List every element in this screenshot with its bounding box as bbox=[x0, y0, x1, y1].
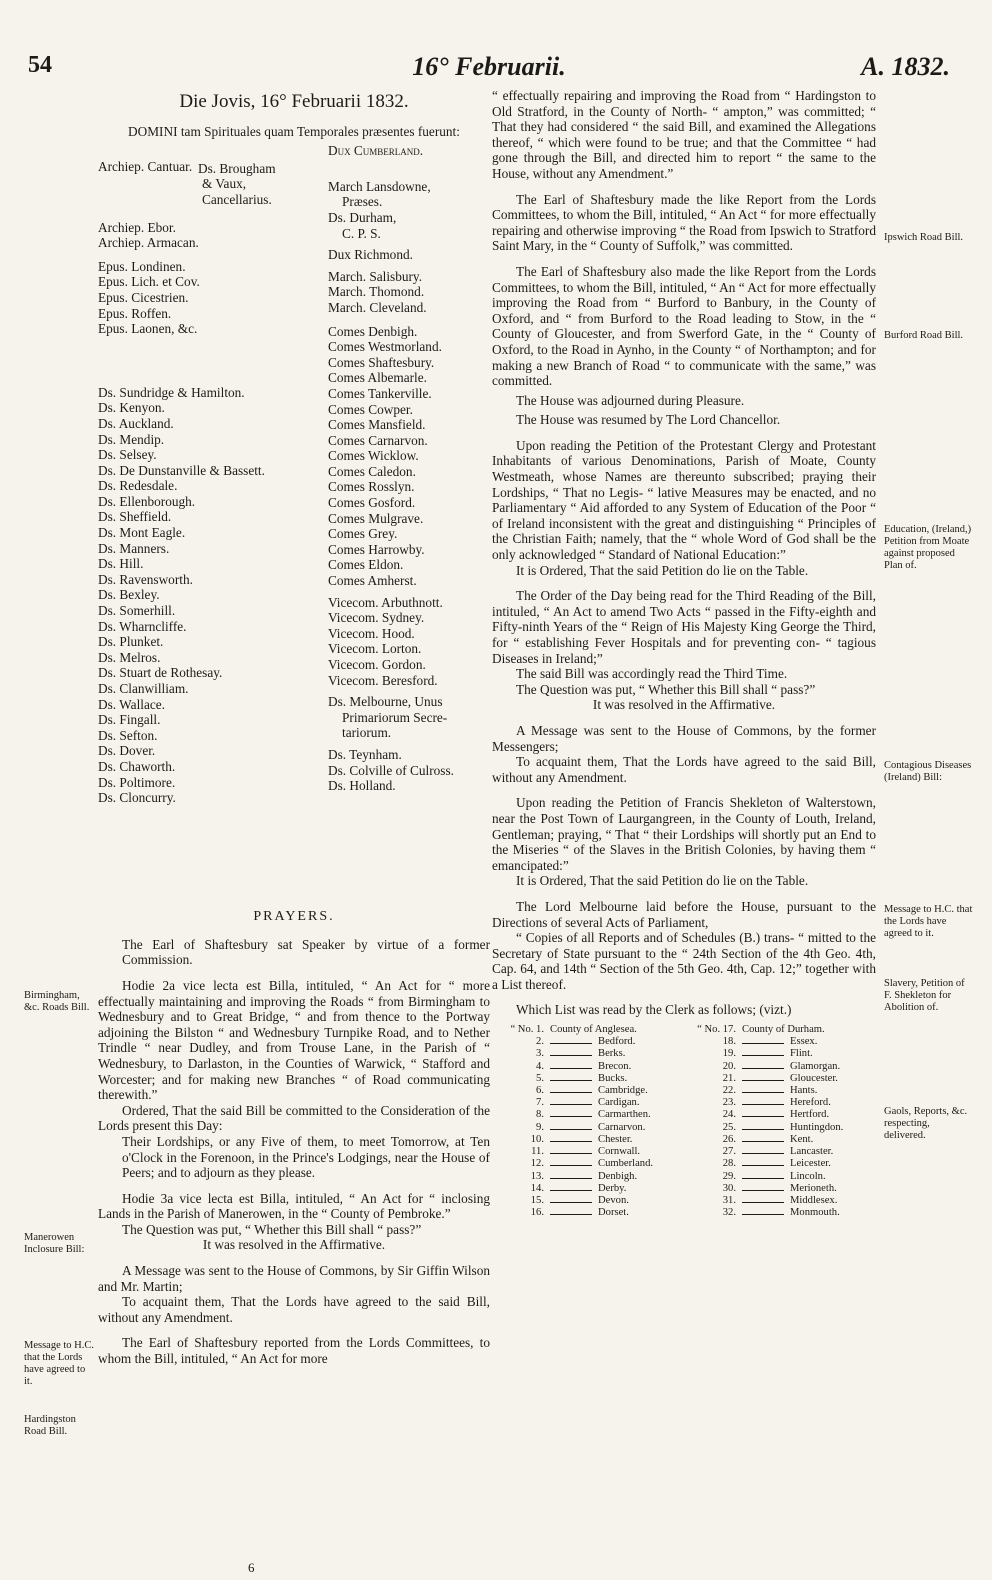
county-row bbox=[492, 1122, 684, 1134]
lord-entry: Comes Carnarvon. bbox=[328, 432, 428, 448]
county-name: County of Anglesea. bbox=[550, 1024, 637, 1036]
margin-note-hardingston: Hardingston Road Bill. bbox=[24, 1414, 76, 1437]
lord-entry: Ds. De Dunstanville & Bassett. bbox=[98, 462, 265, 478]
county-row bbox=[684, 1146, 876, 1158]
county-name: Leicester. bbox=[790, 1158, 831, 1170]
resolved-affirmative: It was resolved in the Affirmative. bbox=[202, 1237, 386, 1253]
county-number: “ No. 1. bbox=[510, 1024, 544, 1036]
lord-entry: Ds. Plunket. bbox=[98, 634, 164, 650]
county-name: Chester. bbox=[598, 1133, 633, 1145]
resolved-affirmative-2: It was resolved in the Affirmative. bbox=[592, 697, 776, 713]
county-name: Lancaster. bbox=[790, 1146, 834, 1158]
margin-note-message-2: Message to H.C. that the Lords have agreed to it. bbox=[884, 904, 973, 939]
lord-entry: Ds. Fingall. bbox=[98, 712, 161, 728]
margin-note-burford: Burford Road Bill. bbox=[884, 330, 964, 341]
right-column bbox=[492, 88, 876, 1219]
county-number: 32. bbox=[722, 1207, 736, 1219]
county-name: Carnarvon. bbox=[598, 1121, 646, 1133]
lord-entry: Ds. Wallace. bbox=[98, 696, 165, 712]
lord-entry: March. Thomond. bbox=[328, 284, 425, 300]
county-number: 26. bbox=[722, 1133, 736, 1145]
lord-entry: Ds. Durham, bbox=[328, 209, 397, 225]
lord-entry: Ds. Ellenborough. bbox=[98, 493, 196, 509]
county-row bbox=[684, 1195, 876, 1207]
lord-entry: March Lansdowne, bbox=[328, 178, 431, 194]
county-row bbox=[684, 1097, 876, 1109]
ordered-committed: Ordered, That the said Bill be committed to the Consideration of the Lords present this Day: bbox=[98, 1102, 490, 1134]
margin-note-birmingham: Birmingham, &c. Roads Bill. bbox=[24, 990, 90, 1013]
dash-rule bbox=[550, 1036, 592, 1044]
county-number: 29. bbox=[722, 1170, 736, 1182]
county-name: Hertford. bbox=[790, 1109, 830, 1121]
lord-entry: Ds. Wharncliffe. bbox=[98, 618, 187, 634]
county-name: Glamorgan. bbox=[790, 1060, 841, 1072]
lordships-meet: Their Lordships, or any Five of them, to meet Tomorrow, at Ten o'Clock in the Forenoon, in the Prince's Lodgings, near the House of Peers; and to adjourn as they please. bbox=[122, 1133, 490, 1181]
hardingston-report: The Earl of Shaftesbury reported from the Lords Committees, to whom the Bill, intituled, “ An Act for more bbox=[98, 1335, 490, 1367]
lord-entry: Comes Grey. bbox=[328, 526, 398, 542]
lord-entry: Archiep. Armacan. bbox=[98, 235, 199, 251]
lord-entry: Ds. Clanwilliam. bbox=[98, 681, 189, 696]
county-row bbox=[492, 1048, 684, 1060]
lord-entry: Cancellarius. bbox=[202, 191, 272, 207]
lord-entry: Ds. Dover. bbox=[98, 743, 156, 759]
birmingham-bill-text: Hodie 2a vice lecta est Billa, intituled, “ An Act for “ more effectually maintaining and improving the Roads “ from Birmingham to Wednesbury and to Great Bridge, “ and from thence to the Portway adjoining the Bilston “ and Wednesbury Turnpike Road, and to Nether Trindle “ near Dudley, and from Trouse Lane, in the Parish of “ Wednesbury, to Darlaston, in the Counties of Warwick, “ Stafford and Worcester; and for making new Branches “ of Road communicating therewith.” bbox=[98, 977, 490, 1103]
lord-entry: Comes Mulgrave. bbox=[328, 510, 424, 526]
margin-note-contagious: Contagious Diseases (Ireland) Bill: bbox=[884, 760, 972, 783]
house-resumed: The House was resumed by The Lord Chancellor. bbox=[516, 412, 781, 428]
county-name: Kent. bbox=[790, 1133, 814, 1145]
dash-rule bbox=[742, 1171, 784, 1179]
county-row bbox=[492, 1061, 684, 1073]
county-number: 25. bbox=[722, 1121, 736, 1133]
lords-column-1 bbox=[98, 143, 328, 806]
dash-rule bbox=[742, 1122, 784, 1130]
lord-entry: Ds. Colville of Culross. bbox=[328, 762, 454, 778]
county-row bbox=[684, 1048, 876, 1060]
dash-rule bbox=[550, 1183, 592, 1191]
county-row bbox=[492, 1097, 684, 1109]
running-header bbox=[28, 52, 950, 86]
county-name: Gloucester. bbox=[790, 1072, 838, 1084]
header-year: A. 1832. bbox=[861, 52, 950, 81]
lord-entry: Ds. Hill. bbox=[98, 556, 144, 572]
county-number: 2. bbox=[536, 1036, 544, 1048]
lord-entry: March. Salisbury. bbox=[328, 268, 423, 284]
lord-entry: Ds. Kenyon. bbox=[98, 400, 165, 416]
county-list bbox=[492, 1024, 876, 1219]
ipswich-report: The Earl of Shaftesbury made the like Report from the Lords Committees, to whom the Bill, intituled, “ An Act “ for more effectually repairing and otherwise improving “ the Road from Ipswich to Stratford Saint Mary, in the “ County of Suffolk,” was committed. bbox=[492, 191, 876, 254]
lords-column-2 bbox=[328, 143, 488, 794]
shekleton-ordered: It is Ordered, That the said Petition do lie on the Table. bbox=[516, 873, 809, 889]
lord-entry: Ds. Cloncurry. bbox=[98, 790, 176, 806]
dash-rule bbox=[550, 1171, 592, 1179]
county-row bbox=[684, 1073, 876, 1085]
county-name: Monmouth. bbox=[790, 1207, 840, 1219]
dash-rule bbox=[550, 1097, 592, 1105]
dash-rule bbox=[742, 1097, 784, 1105]
dash-rule bbox=[550, 1158, 592, 1166]
county-name: Cardigan. bbox=[598, 1097, 640, 1109]
county-name: County of Durham. bbox=[742, 1024, 825, 1036]
lord-entry: & Vaux, bbox=[202, 176, 247, 192]
lord-entry: Ds. Teynham. bbox=[328, 746, 402, 762]
lord-entry: Ds. Manners. bbox=[98, 540, 170, 556]
dash-rule bbox=[742, 1036, 784, 1044]
margin-note-manerowen: Manerowen Inclosure Bill: bbox=[24, 1232, 85, 1255]
lord-entry: Ds. Mendip. bbox=[98, 431, 165, 447]
dash-rule bbox=[550, 1195, 592, 1203]
lord-entry: March. Cleveland. bbox=[328, 299, 427, 315]
county-row bbox=[492, 1158, 684, 1170]
county-row bbox=[492, 1109, 684, 1121]
lord-entry: Ds. Somerhill. bbox=[98, 603, 176, 619]
lord-entry: Ds. Holland. bbox=[328, 778, 396, 794]
lord-entry: Vicecom. Hood. bbox=[328, 625, 415, 641]
lord-entry: tariorum. bbox=[342, 725, 392, 741]
county-number: 19. bbox=[722, 1048, 736, 1060]
dash-rule bbox=[742, 1109, 784, 1117]
message-commons-2: A Message was sent to the House of Commons, by the former Messengers; bbox=[492, 722, 876, 754]
county-number: “ No. 17. bbox=[697, 1024, 736, 1036]
lord-entry: Epus. Cicestrien. bbox=[98, 289, 189, 305]
county-number: 27. bbox=[722, 1146, 736, 1158]
lord-entry: Vicecom. Sydney. bbox=[328, 610, 425, 626]
lord-entry: Epus. Roffen. bbox=[98, 305, 172, 321]
dash-rule bbox=[550, 1122, 592, 1130]
county-row bbox=[492, 1146, 684, 1158]
lord-entry: Ds. Selsey. bbox=[98, 447, 157, 463]
county-row bbox=[684, 1134, 876, 1146]
county-name: Brecon. bbox=[598, 1060, 632, 1072]
message-commons: A Message was sent to the House of Commons, by Sir Giffin Wilson and Mr. Martin; bbox=[98, 1263, 490, 1294]
county-name: Flint. bbox=[790, 1048, 813, 1060]
prayers-heading: PRAYERS. bbox=[253, 909, 335, 925]
page-number: 54 bbox=[28, 52, 52, 78]
county-name: Hereford. bbox=[790, 1097, 831, 1109]
county-row bbox=[684, 1171, 876, 1183]
dash-rule bbox=[742, 1183, 784, 1191]
lord-entry: Comes Wicklow. bbox=[328, 448, 419, 464]
melbourne-laid: The Lord Melbourne laid before the House, pursuant to the Directions of several Acts of Parliament, bbox=[492, 898, 876, 930]
dash-rule bbox=[550, 1207, 592, 1215]
county-name: Dorset. bbox=[598, 1207, 629, 1219]
dash-rule bbox=[550, 1146, 592, 1154]
county-name: Cornwall. bbox=[598, 1146, 641, 1158]
margin-note-ipswich: Ipswich Road Bill. bbox=[884, 232, 964, 243]
lord-entry: Dux Richmond. bbox=[328, 247, 413, 263]
lord-entry: Comes Cowper. bbox=[328, 401, 413, 417]
county-number: 28. bbox=[722, 1158, 736, 1170]
county-number: 3. bbox=[536, 1048, 544, 1060]
county-list-left bbox=[492, 1024, 684, 1219]
dash-rule bbox=[550, 1109, 592, 1117]
lord-entry: Ds. Melbourne, Unus bbox=[328, 694, 443, 710]
county-number: 11. bbox=[531, 1146, 544, 1158]
lord-entry: Comes Harrowby. bbox=[328, 541, 425, 557]
question-put-2: The Question was put, “ Whether this Bill shall “ pass?” bbox=[516, 681, 816, 697]
county-name: Essex. bbox=[790, 1036, 818, 1048]
lord-entry: Comes Rosslyn. bbox=[328, 479, 415, 495]
lord-entry: Ds. Poltimore. bbox=[98, 774, 176, 790]
lord-entry: Vicecom. Beresford. bbox=[328, 672, 438, 688]
lord-entry: Comes Albemarle. bbox=[328, 370, 427, 386]
county-name: Devon. bbox=[598, 1194, 629, 1206]
lord-entry: Ds. Bexley. bbox=[98, 587, 160, 603]
county-row bbox=[684, 1036, 876, 1048]
header-date: 16° Februarii. bbox=[412, 52, 566, 81]
dash-rule bbox=[550, 1134, 592, 1142]
moate-petition: Upon reading the Petition of the Protestant Clergy and Protestant Inhabitants of various Denominations, Parish of Moate, County Westmeath, whose Names are thereunto subscribed; praying their Lordships, “ That no Legis- “ lative Measures may be enacted, and no Parliamentary “ Aid afforded to any System of Education of the Poor “ of Ireland inconsistent with the great and distinguishing “ Principles of the Christian Faith; namely, that the “ whole Word of God shall be the only acknowledged “ Standard of National Education:” bbox=[492, 437, 876, 563]
county-row bbox=[492, 1073, 684, 1085]
signature-mark: 6 bbox=[248, 1560, 255, 1575]
lords-present-list bbox=[98, 143, 490, 893]
county-name: Bedford. bbox=[598, 1036, 636, 1048]
lord-entry: Comes Amherst. bbox=[328, 573, 417, 589]
lord-entry: Ds. Mont Eagle. bbox=[98, 525, 186, 541]
lord-entry: Dux Cumberland. bbox=[328, 143, 424, 159]
moate-ordered: It is Ordered, That the said Petition do lie on the Table. bbox=[516, 562, 809, 578]
lord-entry: Primariorum Secre- bbox=[342, 709, 448, 725]
third-time: The said Bill was accordingly read the Third Time. bbox=[516, 666, 788, 682]
dash-rule bbox=[550, 1073, 592, 1081]
copies-reports: “ Copies of all Reports and of Schedules (B.) trans- “ mitted to the Secretary of State pursuant to the “ 24th Section of the 4th Geo. 4th, Cap. 64, and 14th “ Section of the 5th Geo. 4th, Cap. 12;” together with a List thereof. bbox=[492, 930, 876, 992]
lord-entry: Ds. Sheffield. bbox=[98, 509, 172, 525]
county-number: 8. bbox=[536, 1109, 544, 1121]
county-number: 24. bbox=[722, 1109, 736, 1121]
lord-entry: Vicecom. Gordon. bbox=[328, 657, 426, 672]
lord-entry: Vicecom. Arbuthnott. bbox=[328, 594, 443, 610]
dash-rule bbox=[742, 1085, 784, 1093]
lord-entry: Archiep. Cantuar. bbox=[98, 159, 193, 175]
margin-note-message: Message to H.C. that the Lords have agreed to it. bbox=[24, 1340, 94, 1387]
county-name: Huntingdon. bbox=[790, 1121, 844, 1133]
county-row bbox=[684, 1158, 876, 1170]
shekleton-petition: Upon reading the Petition of Francis Shekleton of Walterstown, near the Post Town of Laurgangreen, in the County of Louth, Ireland, Gentleman; praying, “ That “ their Lordships will shortly put an End to the Miseries “ of the Slaves in the British Colonies, by having them “ emancipated:” bbox=[492, 795, 876, 873]
county-name: Cambridge. bbox=[598, 1085, 648, 1097]
lord-entry: Ds. Sundridge & Hamilton. bbox=[98, 384, 245, 400]
manerowen-bill-text: Hodie 3a vice lecta est Billa, intituled, “ An Act for “ inclosing Lands in the Parish of Manerowen, in the “ County of Pembroke.” bbox=[98, 1190, 490, 1222]
lord-entry: Ds. Stuart de Rothesay. bbox=[98, 665, 223, 681]
dash-rule bbox=[742, 1048, 784, 1056]
lord-entry: Ds. Ravensworth. bbox=[98, 571, 193, 587]
county-number: 15. bbox=[530, 1194, 544, 1206]
lord-entry: Vicecom. Lorton. bbox=[328, 641, 422, 657]
dash-rule bbox=[742, 1146, 784, 1154]
dash-rule bbox=[742, 1207, 784, 1215]
dash-rule bbox=[742, 1158, 784, 1166]
county-number: 5. bbox=[536, 1072, 544, 1084]
county-name: Bucks. bbox=[598, 1072, 628, 1084]
lord-entry: Archiep. Ebor. bbox=[98, 219, 176, 235]
county-number: 7. bbox=[536, 1097, 544, 1109]
dash-rule bbox=[550, 1085, 592, 1093]
lord-entry: Ds. Melros. bbox=[98, 649, 161, 665]
dash-rule bbox=[742, 1134, 784, 1142]
dash-rule bbox=[550, 1048, 592, 1056]
county-row bbox=[492, 1085, 684, 1097]
lord-entry: Epus. Laonen, &c. bbox=[98, 321, 198, 337]
lord-entry: Epus. Lich. et Cov. bbox=[98, 274, 200, 290]
dash-rule bbox=[742, 1195, 784, 1203]
county-number: 23. bbox=[722, 1097, 736, 1109]
left-column bbox=[98, 88, 490, 1367]
lord-entry: Ds. Chaworth. bbox=[98, 758, 176, 774]
county-row bbox=[492, 1036, 684, 1048]
margin-note-gaols: Gaols, Reports, &c. respecting, delivered. bbox=[884, 1106, 968, 1141]
county-row bbox=[684, 1183, 876, 1195]
county-number: 6. bbox=[536, 1085, 544, 1097]
county-name: Lincoln. bbox=[790, 1170, 826, 1182]
lord-entry: Comes Gosford. bbox=[328, 495, 416, 511]
county-list-right bbox=[684, 1024, 876, 1219]
lord-entry: Præses. bbox=[342, 194, 383, 210]
county-number: 10. bbox=[530, 1133, 544, 1145]
county-name: Berks. bbox=[598, 1048, 626, 1060]
acquaint-commons: To acquaint them, That the Lords have agreed to the said Bill, without any Amendment. bbox=[98, 1294, 490, 1325]
acquaint-commons-2: To acquaint them, That the Lords have agreed to the said Bill, without any Amendment. bbox=[492, 754, 876, 785]
dash-rule bbox=[742, 1061, 784, 1069]
county-number: 9. bbox=[536, 1121, 544, 1133]
lord-entry: Comes Denbigh. bbox=[328, 323, 418, 339]
county-name: Derby. bbox=[598, 1182, 627, 1194]
county-row bbox=[492, 1134, 684, 1146]
county-name: Merioneth. bbox=[790, 1182, 837, 1194]
county-number: 20. bbox=[722, 1060, 736, 1072]
lord-entry: Ds. Auckland. bbox=[98, 415, 174, 431]
speaker-note: The Earl of Shaftesbury sat Speaker by virtue of a former Commission. bbox=[122, 936, 490, 968]
county-number: 16. bbox=[530, 1207, 544, 1219]
county-name: Carmarthen. bbox=[598, 1109, 651, 1121]
lord-entry: Comes Tankerville. bbox=[328, 385, 432, 401]
county-row bbox=[684, 1109, 876, 1121]
county-row bbox=[684, 1024, 876, 1036]
county-name: Cumberland. bbox=[598, 1158, 654, 1170]
lord-entry: Comes Caledon. bbox=[328, 463, 416, 479]
county-number: 4. bbox=[536, 1060, 544, 1072]
county-number: 13. bbox=[530, 1170, 544, 1182]
county-number: 18. bbox=[722, 1036, 736, 1048]
house-adjourned: The House was adjourned during Pleasure. bbox=[516, 392, 745, 408]
county-number: 21. bbox=[722, 1072, 736, 1084]
county-row bbox=[492, 1171, 684, 1183]
county-number: 31. bbox=[722, 1194, 736, 1206]
county-row bbox=[684, 1207, 876, 1219]
lord-entry: C. P. S. bbox=[342, 225, 381, 241]
county-number: 12. bbox=[530, 1158, 544, 1170]
lord-entry: Epus. Londinen. bbox=[98, 258, 186, 274]
margin-note-education: Education, (Ireland,) Petition from Moate against proposed Plan of. bbox=[884, 524, 972, 571]
dash-rule bbox=[742, 1073, 784, 1081]
lord-entry: Comes Eldon. bbox=[328, 557, 404, 573]
county-row bbox=[492, 1195, 684, 1207]
domini-heading: DOMINI tam Spirituales quam Temporales præsentes fuerunt: bbox=[128, 123, 460, 139]
county-name: Middlesex. bbox=[790, 1194, 838, 1206]
county-row bbox=[492, 1183, 684, 1195]
burford-report: The Earl of Shaftesbury also made the like Report from the Lords Committees, to whom the Bill, intituled, “ An “ Act for more effectually improving the Road from “ Burford to Banbury, in the County of Oxford, and “ from Burford to the Road leading to Stow, in the “ County of Gloucester, and from Swerford Gate, in the “ County of Oxford, to the Road in Aynho, in the County “ of Northampton; and for making a new Branch of Road “ to communicate with the same,” was committed. bbox=[492, 263, 876, 389]
lord-entry: Ds. Redesdale. bbox=[98, 478, 178, 494]
day-title: Die Jovis, 16° Februarii 1832. bbox=[179, 91, 409, 112]
margin-note-slavery: Slavery, Petition of F. Shekleton for Abolition of. bbox=[884, 978, 965, 1013]
hardingston-continued: “ effectually repairing and improving the Road from “ Hardingston to Old Stratford, in the County of North- “ ampton,” was committed; “ That they had considered “ the said Bill, and examined the Allegations thereof, “ which were found to be true; and that the Committee “ had gone through the Bill, and directed him to report “ the same to the House, without any Amendment.” bbox=[492, 88, 876, 181]
list-read: Which List was read by the Clerk as follows; (vizt.) bbox=[516, 1002, 792, 1018]
lord-entry: Ds. Sefton. bbox=[98, 727, 158, 743]
county-number: 14. bbox=[530, 1182, 544, 1194]
county-row bbox=[684, 1122, 876, 1134]
dash-rule bbox=[550, 1061, 592, 1069]
county-name: Denbigh. bbox=[598, 1170, 638, 1182]
lord-entry: Ds. Brougham bbox=[198, 160, 276, 176]
contagious-diseases-reading: The Order of the Day being read for the Third Reading of the Bill, intituled, “ An Act to amend Two Acts “ passed in the Fifty-eighth and Fifty-ninth Years of the “ Reign of His Majesty King George the Third, for “ establishing Fever Hospitals and for preventing con- “ tagious Diseases in Ireland;” bbox=[492, 588, 876, 666]
question-put: The Question was put, “ Whether this Bill shall “ pass?” bbox=[122, 1221, 422, 1237]
county-number: 22. bbox=[722, 1085, 736, 1097]
lord-entry: Comes Westmorland. bbox=[328, 339, 442, 355]
lord-entry: Comes Mansfield. bbox=[328, 417, 426, 433]
county-name: Hants. bbox=[790, 1085, 818, 1097]
county-row bbox=[492, 1024, 684, 1036]
county-row bbox=[684, 1085, 876, 1097]
county-number: 30. bbox=[722, 1182, 736, 1194]
county-row bbox=[492, 1207, 684, 1219]
county-row bbox=[684, 1061, 876, 1073]
lord-entry: Comes Shaftesbury. bbox=[328, 354, 435, 370]
